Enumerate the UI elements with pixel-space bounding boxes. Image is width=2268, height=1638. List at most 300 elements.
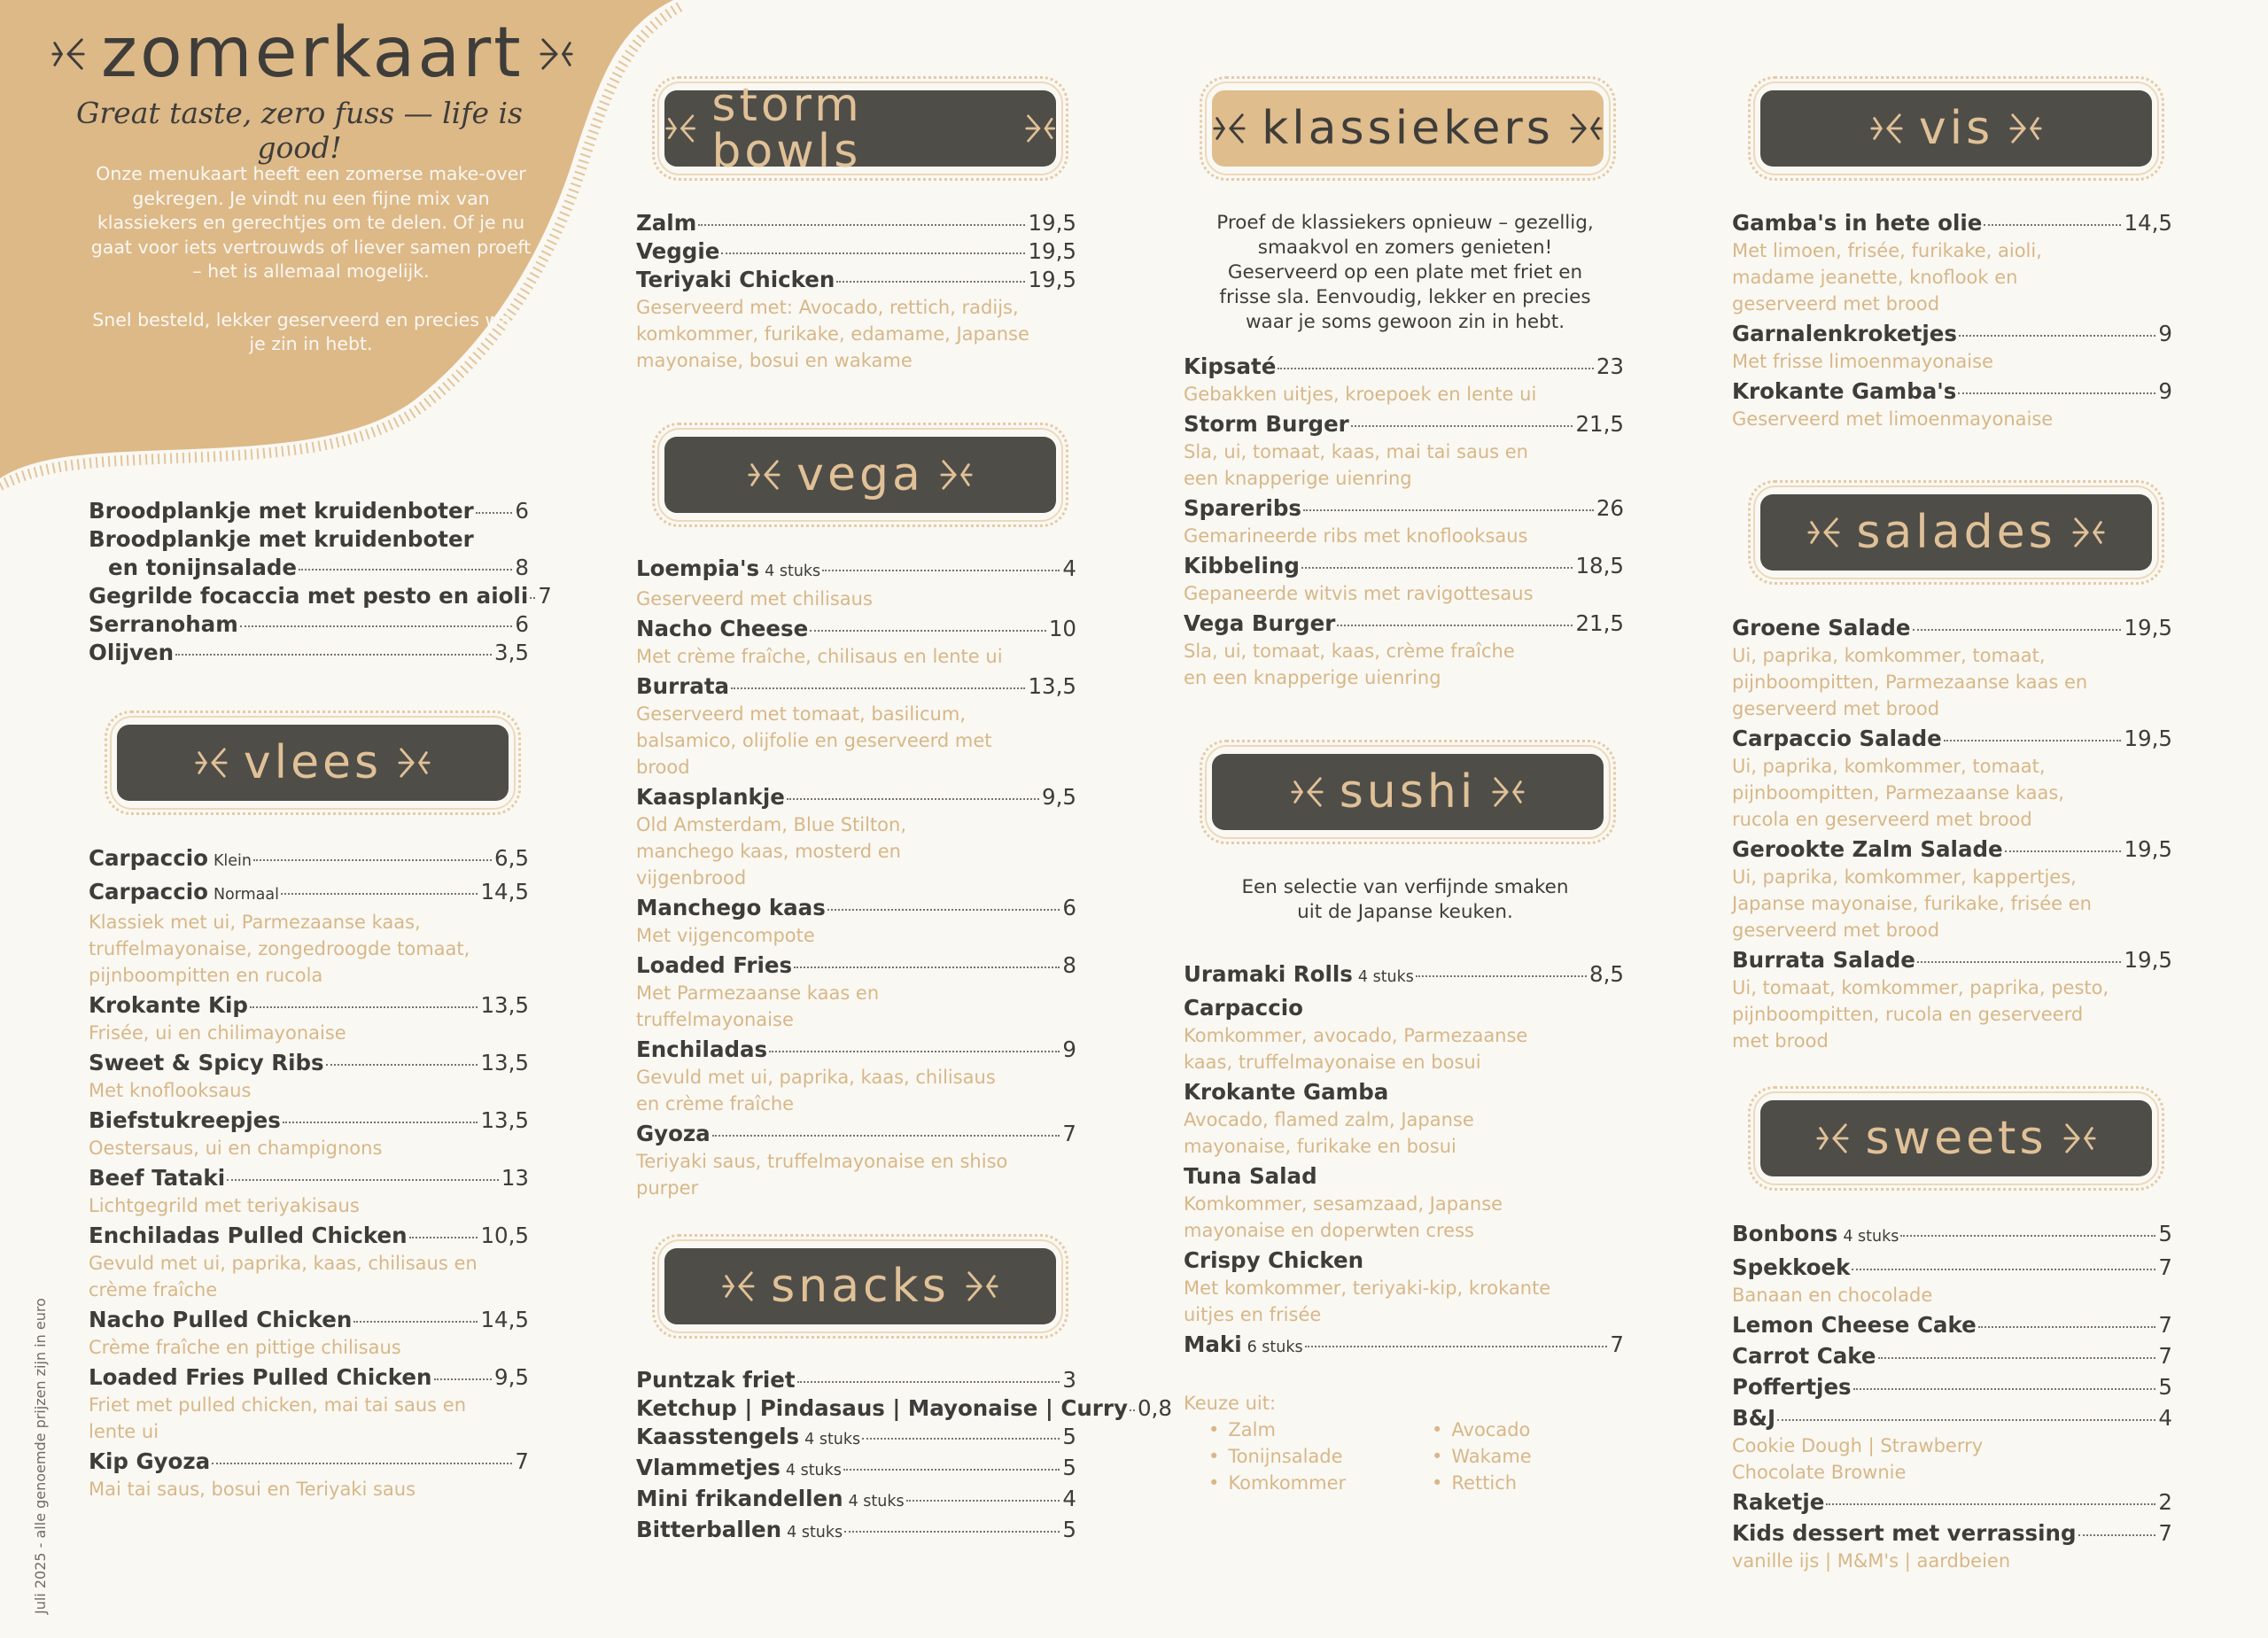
menu-item <box>89 1363 529 1445</box>
section-header-badge <box>652 423 1068 527</box>
menu-item-quantity: 4 stuks <box>1357 968 1414 986</box>
badge-pill <box>664 1248 1056 1324</box>
choice-right <box>1432 1417 1609 1496</box>
badge-pill <box>664 437 1056 513</box>
menu-item-name: Gamba's in hete olie <box>1732 210 1983 236</box>
dot-leader <box>822 570 1060 571</box>
section-title: klassiekers <box>1262 102 1554 155</box>
menu-item-description: Sla, ui, tomaat, kaas, mai tai saus en een knapperige uienring <box>1184 441 1528 489</box>
sunburst-right-icon <box>2063 1116 2097 1161</box>
menu-item-price: 18,5 <box>1575 553 1624 578</box>
dot-leader <box>1416 975 1587 977</box>
dot-leader <box>326 1064 478 1066</box>
sunburst-left-icon <box>1869 106 1903 151</box>
section-header-badge <box>1748 76 2164 181</box>
menu-item-row <box>89 1306 529 1334</box>
menu-item-name: Gyoza <box>636 1121 711 1146</box>
section-header-badge <box>652 1234 1068 1339</box>
sunburst-right-icon <box>2072 510 2106 555</box>
menu-item <box>89 639 529 667</box>
menu-item-row <box>89 1049 529 1077</box>
menu-item-description: Komkommer, sesamzaad, Japanse mayonaise en doperwten cress <box>1184 1193 1503 1241</box>
menu-list <box>1732 1220 2172 1574</box>
menu-item-description: Ui, paprika, komkommer, kappertjes, Japanse mayonaise, furikake, frisée en geserveerd met brood <box>1732 866 2092 941</box>
menu-item-name: Burrata Salade <box>1732 947 1915 973</box>
section-title: sushi <box>1339 765 1477 819</box>
sunburst-left-icon <box>1212 106 1246 151</box>
menu-item-name: Veggie <box>636 238 720 264</box>
menu-item-description: Friet met pulled chicken, mai tai saus en lente ui <box>89 1394 467 1442</box>
menu-item-price: 7 <box>1062 1121 1076 1146</box>
menu-list <box>1732 614 2172 1054</box>
menu-list <box>89 497 552 667</box>
menu-item-description: Geserveerd met: Avocado, rettich, radijs, komkommer, furikake, edamame, Japanse mayonaise, bosui en wakame <box>636 297 1029 371</box>
menu-item-row <box>1732 725 2172 753</box>
menu-item <box>1184 552 1624 607</box>
menu-item-price: 21,5 <box>1575 610 1624 636</box>
menu-item-quantity: Klein <box>213 852 252 870</box>
menu-item-row <box>1732 377 2172 406</box>
section-title: vis <box>1918 102 1994 155</box>
menu-item <box>89 582 552 610</box>
menu-item-price: 14,5 <box>2124 210 2172 236</box>
sunburst-left-icon <box>721 1264 755 1308</box>
menu-item-name: Carpaccio <box>89 879 208 904</box>
menu-item-quantity: 4 stuks <box>785 1462 842 1479</box>
menu-item-price: 5 <box>2158 1374 2172 1400</box>
menu-item-row <box>636 783 1076 811</box>
menu-item-price: 7 <box>538 583 552 609</box>
menu-list <box>636 209 1076 374</box>
sunburst-right-icon <box>1492 770 1526 814</box>
intro-paragraph-1: Onze menukaart heeft een zomerse make-over gekregen. Je vindt nu een fijne mix van klassiekers en gerechtjes om te delen. Of je nu gaat voor iets vertrouwds of liever samen proeft – het is allemaal mogelijk. <box>90 163 532 282</box>
menu-item-description: Oestersaus, ui en champignons <box>89 1137 383 1159</box>
menu-item-name: Raketje <box>1732 1489 1825 1515</box>
menu-item-row <box>636 1394 1172 1423</box>
choice-label: Keuze uit: <box>1184 1393 1277 1414</box>
menu-item-price: 7 <box>2158 1254 2172 1280</box>
dot-leader <box>794 966 1060 968</box>
menu-item-price: 9 <box>2158 378 2172 404</box>
menu-item <box>1184 353 1624 408</box>
menu-item <box>636 1516 1076 1547</box>
dot-leader <box>175 654 492 656</box>
menu-item <box>1732 209 2172 317</box>
menu-item-name: Loaded Fries <box>636 952 793 978</box>
menu-item-name: Spekkoek <box>1732 1254 1851 1280</box>
sunburst-right-icon <box>540 32 573 76</box>
menu-item-row <box>1732 1488 2172 1517</box>
menu-item-name: Kaasstengels <box>636 1424 800 1449</box>
menu-item-row <box>89 844 529 875</box>
dot-leader <box>712 1135 1060 1137</box>
dot-leader <box>1303 509 1594 511</box>
menu-item <box>1732 1311 2172 1339</box>
menu-item-name: Olijven <box>89 640 175 665</box>
menu-item-row <box>636 1366 1076 1394</box>
menu-item-row <box>636 951 1076 980</box>
dot-leader <box>862 1438 1060 1440</box>
menu-item-price: 13,5 <box>480 1050 529 1075</box>
menu-item-name: Lemon Cheese Cake <box>1732 1312 1977 1338</box>
choice-item: • Komkommer <box>1208 1470 1432 1496</box>
section-blurb: Proef de klassiekers opnieuw – gezellig, smaakvol en zomers genieten! Geserveerd op een plate met friet en frisse sla. Eenvoudig, lekker en precies waar je soms gewoon zin in hebt. <box>1216 212 1594 333</box>
menu-item-name: Vlammetjes <box>636 1455 781 1480</box>
menu-item-quantity: 4 stuks <box>765 563 821 580</box>
badge-pill <box>1212 90 1604 167</box>
menu-item-description: Gevuld met ui, paprika, kaas, chilisaus en crème fraîche <box>89 1253 478 1300</box>
sunburst-left-icon <box>1806 510 1840 555</box>
dot-leader <box>353 1321 478 1323</box>
menu-item <box>636 1485 1076 1516</box>
menu-item-price: 8,5 <box>1589 961 1624 987</box>
menu-item <box>1184 1331 1624 1362</box>
badge-pill <box>1760 90 2152 167</box>
menu-item-row <box>636 1120 1076 1148</box>
menu-item-name: Manchego kaas <box>636 895 826 920</box>
menu-item-price: 9,5 <box>494 1364 529 1390</box>
menu-item <box>636 266 1076 374</box>
badge-pill <box>1212 754 1604 830</box>
section-blurb: Een selectie van verfijnde smaken uit de Japanse keuken. <box>1241 876 1569 923</box>
menu-item-description: Geserveerd met limoenmayonaise <box>1732 408 2054 430</box>
dot-leader <box>1305 1346 1608 1347</box>
menu-item <box>1732 377 2172 432</box>
menu-item <box>636 672 1076 780</box>
menu-item-price: 19,5 <box>2124 947 2172 973</box>
menu-item <box>636 1120 1076 1201</box>
menu-item-row <box>89 610 529 639</box>
menu-item <box>636 209 1076 237</box>
dot-leader <box>731 687 1025 689</box>
menu-item-row <box>89 991 529 1020</box>
menu-item-name: Nacho Pulled Chicken <box>89 1307 353 1332</box>
menu-item-name: Kip Gyoza <box>89 1448 211 1474</box>
menu-item-name: Bonbons <box>1732 1221 1838 1246</box>
menu-item-name: Krokante Gamba's <box>1732 378 1957 404</box>
choice-item: • Zalm <box>1208 1417 1432 1443</box>
menu-item-row <box>1732 1220 2172 1251</box>
menu-item-row <box>89 1222 529 1250</box>
menu-item-name: Krokante Kip <box>89 992 248 1018</box>
menu-item-name: Groene Salade <box>1732 615 1911 640</box>
menu-item <box>1732 1342 2172 1370</box>
menu-item-description: Met knoflooksaus <box>89 1080 252 1101</box>
menu-item-price: 14,5 <box>480 1307 529 1332</box>
menu-item-name: Mini frikandellen <box>636 1486 843 1511</box>
intro-paragraph-2: Snel besteld, lekker geserveerd en precies waar je zin in hebt. <box>92 308 530 354</box>
menu-item <box>89 1106 529 1161</box>
choice-item: • Avocado <box>1432 1417 1609 1443</box>
dot-leader <box>281 893 478 895</box>
menu-item-description: Met crème fraîche, chilisaus en lente ui <box>636 646 1003 667</box>
menu-item-row <box>89 554 529 582</box>
menu-item-price: 4 <box>2158 1405 2172 1431</box>
menu-item <box>636 555 1076 612</box>
menu-item-price: 10,5 <box>480 1223 529 1248</box>
menu-item-price: 19,5 <box>2124 615 2172 640</box>
menu-item-description: Geserveerd met tomaat, basilicum, balsamico, olijfolie en geserveerd met brood <box>636 703 992 778</box>
badge-pill <box>117 725 509 801</box>
menu-item <box>1184 1246 1624 1328</box>
menu-item-price: 13,5 <box>1028 673 1076 699</box>
menu-item-name: Burrata <box>636 673 730 699</box>
sunburst-right-icon <box>2009 106 2043 151</box>
dot-leader <box>810 630 1046 632</box>
menu-item-row <box>1732 614 2172 642</box>
menu-item-price: 19,5 <box>1028 238 1076 264</box>
menu-item-price: 4 <box>1062 555 1076 581</box>
sunburst-right-icon <box>1025 106 1056 151</box>
menu-item-name: Crispy Chicken <box>1184 1247 1364 1273</box>
menu-item <box>89 497 529 525</box>
section-title: vlees <box>243 736 383 789</box>
menu-item <box>89 610 529 639</box>
menu-item <box>1732 1254 2172 1308</box>
brand-title <box>51 13 573 93</box>
menu-item-description: Met frisse limoenmayonaise <box>1732 351 1993 372</box>
menu-item-row <box>89 1106 529 1135</box>
menu-item-price: 8 <box>1062 952 1076 978</box>
menu-item <box>89 1448 529 1502</box>
menu-item-price: 5 <box>2158 1221 2172 1246</box>
sunburst-right-icon <box>1570 106 1604 151</box>
menu-item-price: 4 <box>1062 1486 1076 1511</box>
footnote: Juli 2025 - alle genoemde prijzen zijn in euro <box>32 1298 49 1614</box>
menu-item-price: 0,8 <box>1137 1395 1172 1421</box>
menu-item-name: Spareribs <box>1184 495 1302 521</box>
menu-item-row <box>636 894 1076 922</box>
menu-item-description: Old Amsterdam, Blue Stilton, manchego kaas, mosterd en vijgenbrood <box>636 814 907 889</box>
dot-leader <box>212 1463 512 1464</box>
menu-item-name: Krokante Gamba <box>1184 1079 1389 1105</box>
menu-item-description: Sla, ui, tomaat, kaas, crème fraîche en een knapperige uienring <box>1184 640 1515 688</box>
menu-item-description: Avocado, flamed zalm, Japanse mayonaise, furikake en bosui <box>1184 1109 1474 1157</box>
section-title: snacks <box>771 1260 950 1313</box>
intro-text <box>84 162 538 381</box>
menu-item-price: 6 <box>1062 895 1076 920</box>
section-title: salades <box>1856 506 2056 559</box>
choice-columns <box>1184 1417 1609 1496</box>
menu-item-price: 19,5 <box>1028 267 1076 292</box>
menu-list <box>1732 209 2172 432</box>
dot-leader <box>797 1381 1060 1383</box>
menu-item-price: 13,5 <box>480 992 529 1018</box>
menu-item-row <box>636 1485 1076 1516</box>
menu-item-name: Zalm <box>636 210 697 236</box>
menu-item-price: 9 <box>1062 1036 1076 1062</box>
menu-item-name: Maki <box>1184 1331 1242 1357</box>
menu-item <box>1184 960 1624 991</box>
section-title: vega <box>796 448 924 501</box>
menu-item-row <box>1184 960 1624 991</box>
menu-item-description: Klassiek met ui, Parmezaanse kaas, truffelmayonaise, zongedroogde tomaat, pijnboompitten en rucola <box>89 912 470 986</box>
section-header-badge <box>652 76 1068 181</box>
menu-item <box>636 1423 1076 1454</box>
menu-item-row <box>89 525 529 554</box>
menu-item-quantity: Normaal <box>213 886 279 904</box>
menu-item-description: Geserveerd met chilisaus <box>636 588 873 609</box>
menu-item <box>636 1394 1172 1423</box>
menu-item-name: Bitterballen <box>636 1517 782 1542</box>
menu-item-name: Uramaki Rolls <box>1184 961 1353 987</box>
menu-item-name: Tuna Salad <box>1184 1163 1317 1189</box>
menu-item <box>1732 835 2172 943</box>
dot-leader <box>1959 335 2155 337</box>
dot-leader <box>787 798 1039 800</box>
menu-list <box>1184 960 1624 1362</box>
dot-leader <box>434 1378 493 1380</box>
menu-item-row <box>1184 410 1624 439</box>
menu-item-row <box>1732 1254 2172 1282</box>
menu-item <box>1732 1519 2172 1574</box>
menu-item <box>1732 320 2172 375</box>
menu-item-name: Teriyaki Chicken <box>636 267 835 292</box>
dot-leader <box>283 1122 478 1123</box>
menu-item <box>1732 1404 2172 1486</box>
choice-item: • Wakame <box>1432 1443 1609 1470</box>
menu-item-name: Loaded Fries Pulled Chicken <box>89 1364 432 1390</box>
dot-leader <box>530 597 535 599</box>
sunburst-left-icon <box>664 106 695 151</box>
badge-pill <box>1760 1100 2152 1176</box>
menu-item-name: Kids dessert met verrassing <box>1732 1520 2077 1546</box>
menu-item <box>636 237 1076 266</box>
menu-item-name: Puntzak friet <box>636 1367 796 1393</box>
dot-leader <box>1130 1409 1135 1411</box>
menu-item-row <box>89 878 529 909</box>
menu-item-price: 13,5 <box>480 1107 529 1133</box>
menu-list <box>636 1366 1172 1547</box>
menu-item-quantity: 4 stuks <box>804 1431 861 1448</box>
menu-list <box>1184 353 1624 691</box>
dot-leader <box>1878 1357 2156 1359</box>
section-header-badge <box>1200 76 1616 181</box>
menu-item-price: 26 <box>1596 495 1624 521</box>
menu-item-row <box>1184 494 1624 523</box>
menu-item-row <box>636 672 1076 701</box>
menu-item-name: Serranoham <box>89 611 238 637</box>
menu-item <box>1732 1373 2172 1401</box>
menu-item-price: 10 <box>1048 616 1076 641</box>
menu-item-price: 7 <box>2158 1520 2172 1546</box>
menu-item-row <box>636 1423 1076 1454</box>
menu-item-row <box>89 1448 529 1476</box>
menu-item <box>1732 725 2172 833</box>
dot-leader <box>1337 625 1573 626</box>
choice-item: • Rettich <box>1432 1470 1609 1496</box>
menu-item-quantity: 6 stuks <box>1247 1339 1303 1356</box>
menu-item-price: 7 <box>515 1448 529 1474</box>
menu-item-name: B&J <box>1732 1405 1776 1431</box>
section-header-badge <box>1200 740 1616 844</box>
menu-item <box>89 878 529 989</box>
menu-item-price: 19,5 <box>1028 210 1076 236</box>
menu-item-description: Met Parmezaanse kaas en truffelmayonaise <box>636 982 880 1030</box>
menu-item-name: Gegrilde focaccia met pesto en aioli <box>89 583 529 609</box>
dot-leader <box>843 1469 1060 1471</box>
menu-item-description: Frisée, ui en chilimayonaise <box>89 1022 346 1044</box>
menu-item-price: 9 <box>2158 321 2172 346</box>
sunburst-left-icon <box>747 453 781 497</box>
menu-item <box>1732 614 2172 722</box>
dot-leader <box>827 909 1060 911</box>
menu-item-price: 9,5 <box>1042 784 1076 810</box>
menu-item-row <box>1732 1342 2172 1370</box>
dot-leader <box>1351 425 1573 427</box>
menu-item-row <box>1732 1373 2172 1401</box>
menu-item-description: Crème fraîche en pittige chilisaus <box>89 1337 401 1358</box>
sunburst-left-icon <box>51 32 85 76</box>
menu-item <box>89 991 529 1046</box>
menu-item-row <box>1184 994 1624 1022</box>
dot-leader <box>227 1179 499 1181</box>
menu-item <box>636 783 1076 891</box>
menu-item-row <box>89 1363 529 1392</box>
menu-item <box>636 615 1076 670</box>
menu-item-row <box>636 237 1076 266</box>
menu-item-row <box>89 497 529 525</box>
menu-item-description: Teriyaki saus, truffelmayonaise en shiso purper <box>636 1151 1008 1199</box>
badge-pill <box>664 79 1056 178</box>
menu-item <box>1732 1488 2172 1517</box>
dot-leader <box>409 1237 478 1238</box>
menu-item-description: Ui, paprika, komkommer, tomaat, pijnboompitten, Parmezaanse kaas en geserveerd met brood <box>1732 645 2088 719</box>
menu-item <box>89 1164 529 1219</box>
menu-item-name: Storm Burger <box>1184 411 1349 437</box>
dot-leader <box>1944 740 2122 741</box>
menu-item-quantity: 4 stuks <box>848 1493 905 1510</box>
menu-item-price: 7 <box>1610 1331 1624 1357</box>
menu-item-name: Ketchup | Pindasaus | Mayonaise | Curry <box>636 1395 1128 1421</box>
brand-subtitle: Great taste, zero fuss — life is good! <box>76 95 523 165</box>
sunburst-right-icon <box>966 1264 999 1308</box>
menu-item-name: Kipsaté <box>1184 353 1277 379</box>
sunburst-right-icon <box>940 453 974 497</box>
menu-item <box>636 951 1076 1033</box>
dot-leader <box>1301 567 1573 569</box>
menu-item <box>1732 1220 2172 1251</box>
menu-item-name: Biefstukreepjes <box>89 1107 281 1133</box>
menu-item-price: 3 <box>1062 1367 1076 1393</box>
choice-left <box>1208 1417 1432 1496</box>
dot-leader <box>299 569 512 571</box>
menu-item-row <box>1184 1246 1624 1275</box>
menu-item-price: 7 <box>2158 1312 2172 1338</box>
brand-block <box>51 13 548 165</box>
menu-item <box>89 1049 529 1104</box>
section-title: storm bowls <box>711 79 863 178</box>
menu-item <box>636 1036 1076 1117</box>
menu-item-name: Poffertjes <box>1732 1374 1852 1400</box>
menu-item <box>89 1306 529 1361</box>
menu-item-name: en tonijnsalade <box>108 555 298 580</box>
dot-leader <box>769 1051 1060 1052</box>
menu-item-price: 5 <box>1062 1455 1076 1480</box>
dot-leader <box>240 625 513 627</box>
menu-item-description: Gebakken uitjes, kroepoek en lente ui <box>1184 384 1537 405</box>
menu-item <box>1184 1162 1624 1244</box>
dot-leader <box>1826 1503 2155 1505</box>
dot-leader <box>1900 1235 2155 1237</box>
sunburst-left-icon <box>1290 770 1324 814</box>
menu-item-name: Enchiladas Pulled Chicken <box>89 1223 408 1248</box>
menu-item-description: vanille ijs | M&M's | aardbeien <box>1732 1550 2011 1572</box>
menu-item-description: Gevuld met ui, paprika, kaas, chilisaus en crème fraîche <box>636 1067 996 1114</box>
menu-item-description: Komkommer, avocado, Parmezaanse kaas, truffelmayonaise en bosui <box>1184 1025 1528 1073</box>
menu-item-row <box>1184 1078 1624 1106</box>
menu-item <box>89 525 529 582</box>
